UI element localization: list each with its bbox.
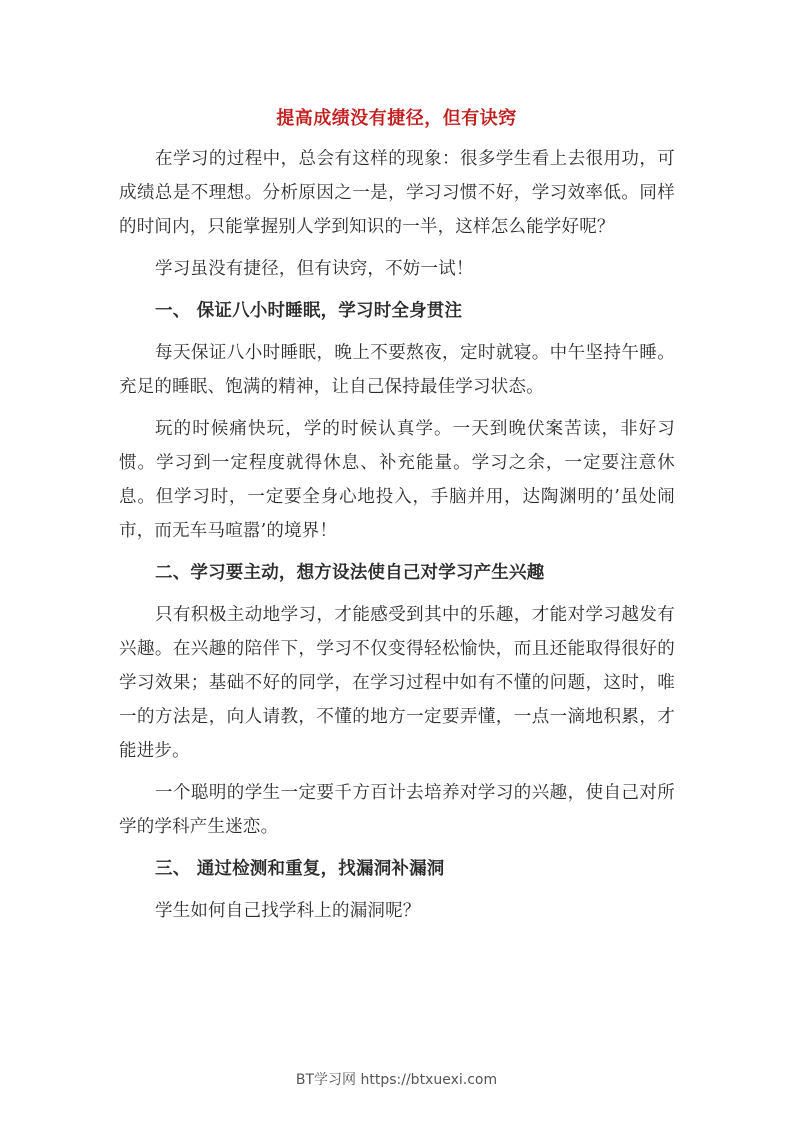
paragraph-gaps: 学生如何自己找学科上的漏洞呢？ <box>155 901 421 921</box>
paragraph-sleep: 每天保证八小时睡眠，晚上不要熬夜，定时就寝。中午坚持午睡。充足的睡眠、饱满的精神，让自己保持最佳学习状态。 <box>119 343 675 397</box>
paragraph-summary: 学习虽没有捷径，但有诀窍，不妨一试！ <box>155 259 474 279</box>
paragraph-interest: 一个聪明的学生一定要千方百计去培养对学习的兴趣，使自己对所学的学科产生迷恋。 <box>119 783 675 837</box>
paragraph-initiative: 只有积极主动地学习，才能感受到其中的乐趣，才能对学习越发有兴趣。在兴趣的陪伴下，学习不仅变得轻松愉快，而且还能取得很好的学习效果；基础不好的同学，在学习过程中如有不懂的问题，这时，唯一的方法是，向人请教，不懂的地方一定要弄懂，一点一滴地积累，才能进步。 <box>119 605 675 761</box>
page-footer: BT学习网 https://btxuexi.com <box>295 1072 498 1088</box>
document-body <box>119 142 675 936</box>
paragraph-focus: 玩的时候痛快玩，学的时候认真学。一天到晚伏案苦读，非好习惯。学习到一定程度就得休息、补充能量。学习之余，一定要注意休息。但学习时，一定要全身心地投入，手脑并用，达陶渊明的’虽处闹市，而无车马喧嚣’的境界！ <box>119 419 675 541</box>
document-title: 提高成绩没有捷径，但有诀窍 <box>276 108 517 129</box>
paragraph-intro: 在学习的过程中，总会有这样的现象：很多学生看上去很用功，可成绩总是不理想。分析原因之一是，学习习惯不好，学习效率低。同样的时间内，只能掌握别人学到知识的一半，这样怎么能学好呢？ <box>119 149 675 237</box>
section-heading-1: 一、 保证八小时睡眠，学习时全身贯注 <box>155 301 463 321</box>
section-heading-3: 三、 通过检测和重复，找漏洞补漏洞 <box>155 859 445 879</box>
section-heading-2: 二、学习要主动，想方设法使自己对学习产生兴趣 <box>155 563 545 583</box>
